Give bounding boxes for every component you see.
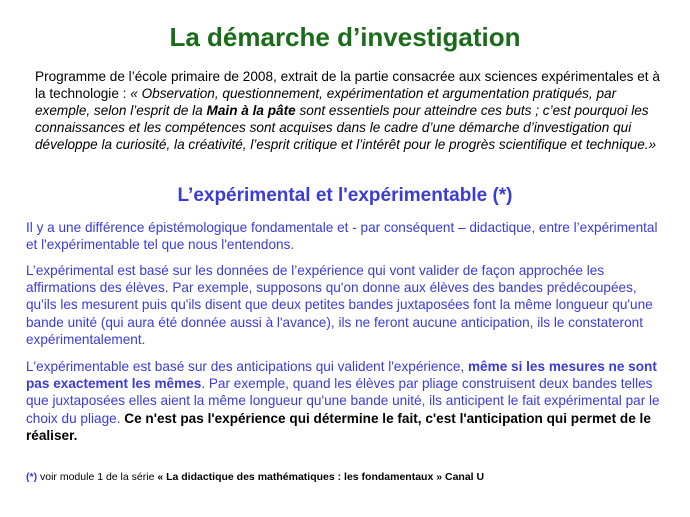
footnote-text: voir module 1 de la série [37, 471, 158, 483]
paragraph-difference: Il y a une différence épistémologique fondamentale et - par conséquent – didactique, entre l’expérimental et l'expérimentable tel que nous l'entendons. [26, 220, 658, 253]
section-subtitle: L’expérimental et l'expérimentable (*) [177, 185, 513, 206]
intro-lead: Programme de l’école primaire de 2008, extrait de la partie consacrée aux sciences expérimentales et à la technologie : [35, 69, 660, 101]
p3-text-start: L'expérimentable est basé sur des anticipations qui valident l'expérience, [26, 359, 468, 374]
p3-text-middle: . Par exemple, quand les élèves par pliage construisent deux bandes telles que juxtaposées elles aient la même longueur qu'une bande unité, ils anticipent le fait expérimental par le choix du pliage. [26, 376, 660, 426]
p3-conclusion: Ce n'est pas l'expérience qui détermine le fait, c'est l'anticipation qui permet de le réaliser. [26, 410, 651, 443]
page-title: La démarche d’investigation [169, 22, 521, 52]
intro-quote-end: sont essentiels pour atteindre ces buts ; c’est pourquoi les connaissances et les compétences sont acquises dans le cadre d’une démarche d’investigation qui développe la curiosité, la créativité, l’esprit critique et l’intérêt pour le progrès scientifique et technique.» [35, 103, 657, 152]
intro-quote-bold: Main à la pâte [206, 103, 296, 118]
p3-emphasis: même si les mesures ne sont pas exactement les mêmes [26, 359, 657, 392]
intro-paragraph [35, 68, 660, 153]
footnote [26, 470, 666, 484]
paragraph-experimentable [26, 358, 666, 444]
intro-quote-start: « Observation, questionnement, expérimentation et argumentation pratiqués, par exemple, selon l’esprit de la [35, 86, 617, 118]
paragraph-experimental: L’expérimental est basé sur les données de l’expérience qui vont valider de façon approchée les affirmations des élèves. Par exemple, supposons qu'on donne aux élèves des bandes prédécoupées, qu'ils les mesurent puis qu'ils disent que deux petites bandes juxtaposées font la même longueur qu'une bande unité (qui aura été donnée aussi à l'avance), ils ne feront aucune anticipation, ils le constateront expérimentalement. [26, 263, 653, 347]
footnote-mark: (*) [26, 471, 38, 483]
footnote-source: « La didactique des mathématiques : les fondamentaux » Canal U [157, 471, 485, 483]
